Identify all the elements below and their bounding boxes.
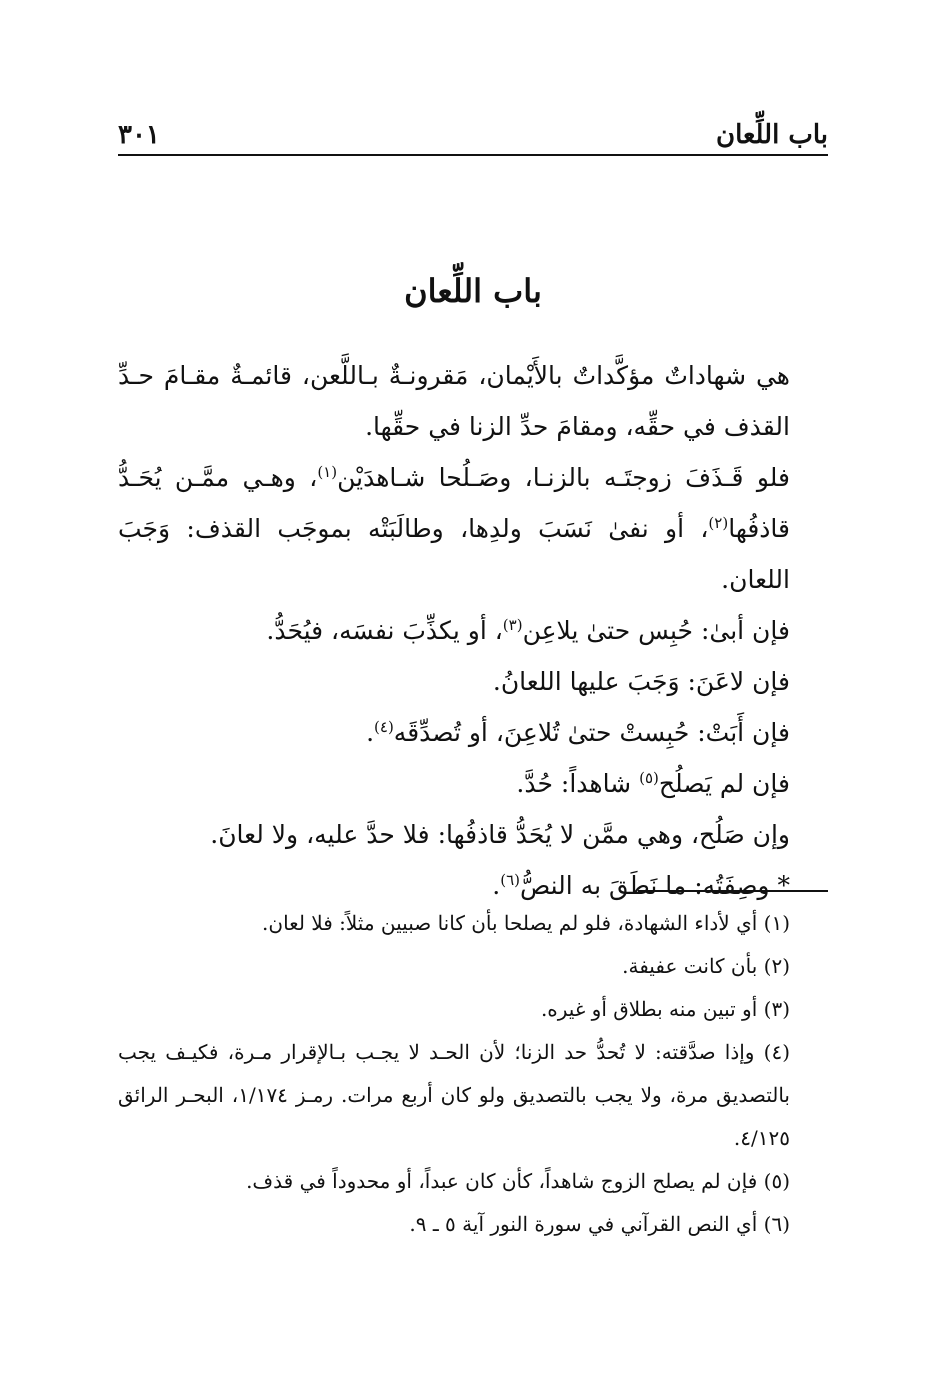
paragraph-not-witness xyxy=(118,758,828,809)
paragraph-text: . xyxy=(366,718,375,747)
paragraph-text: فإن لم يَصلُح xyxy=(658,769,790,798)
chapter-title: باب اللِّعان xyxy=(404,272,542,310)
paragraph-conditions xyxy=(118,452,828,605)
paragraph-text: ، أو نفىٰ نَسَبَ ولدِها، وطالَبَتْه بموجَب القذف: وَجَبَ اللعان. xyxy=(118,514,790,594)
footnote-4: (٤) وإذا صدَّقته: لا تُحدُّ حد الزنا؛ لأن الحـد لا يجـب بـالإقرار مـرة، فكيـف يجب بالتصديق مرة، ولا يجب بالتصديق ولو كان أربع مرات. رمـز ١/١٧٤، البحـر الرائق ٤/١٢٥. xyxy=(118,1040,790,1150)
footnote-2: (٢) بأن كانت عفيفة. xyxy=(622,954,790,978)
paragraph-text: شاهداً: حُدَّ. xyxy=(516,769,640,798)
paragraph-text: ، أو يكذِّبَ نفسَه، فيُحَدُّ. xyxy=(266,616,503,645)
main-text xyxy=(118,350,828,911)
paragraph-text: فإن أَبَتْ: حُبِستْ حتىٰ تُلاعِنَ، أو تُصدِّقَه xyxy=(393,718,790,747)
footnote-ref-1: (١) xyxy=(317,463,338,481)
footnote-5: (٥) فإن لم يصلح الزوج شاهداً، كأن كان عبداً، أو محدوداً في قذف. xyxy=(246,1169,790,1193)
paragraph-text: فإن أبىٰ: حُبِس حتىٰ يلاعِن xyxy=(522,616,790,645)
footnote-ref-5: (٥) xyxy=(639,769,659,787)
footnote-6: (٦) أي النص القرآني في سورة النور آية ٥ ـ ٩. xyxy=(409,1212,790,1236)
footnote-ref-3: (٣) xyxy=(502,616,523,634)
footnote-separator xyxy=(638,890,828,892)
header-chapter-title: باب اللِّعان xyxy=(716,120,828,150)
paragraph-text: فلو قَـذَفَ زوجتَـه بالزنـا، وصَـلُحا شـاهدَيْن xyxy=(337,463,790,492)
footnote-ref-4: (٤) xyxy=(374,718,394,736)
footnotes xyxy=(118,902,828,1246)
paragraph-text: . xyxy=(492,871,501,900)
paragraph-li'an: فإن لاعَنَ: وَجَبَ عليها اللعانُ. xyxy=(492,667,790,696)
footnote-ref-2: (٢) xyxy=(708,514,729,532)
paragraph-wife-refusal xyxy=(118,707,828,758)
footnote-3: (٣) أو تبين منه بطلاق أو غيره. xyxy=(540,997,790,1021)
footnote-ref-6: (٦) xyxy=(500,871,521,889)
paragraph-text: * وصِفَتُه: ما نَطَقَ به النصُّ xyxy=(520,871,790,900)
paragraph-refusal xyxy=(118,605,828,656)
running-header xyxy=(118,102,828,156)
footnote-1: (١) أي لأداء الشهادة، فلو لم يصلحا بأن كانا صبيين مثلاً: فلا لعان. xyxy=(262,911,790,935)
paragraph-no-hadd: وإن صَلُح، وهي ممَّن لا يُحَدُّ قاذفُها: فلا حدَّ عليه، ولا لعانَ. xyxy=(210,820,790,849)
page-number: ٣٠١ xyxy=(118,120,160,150)
paragraph-definition: هي شهاداتٌ مؤكَّداتٌ بالأَيْمان، مَقرونـةٌ بـاللَّعن، قائمـةٌ مقـامَ حـدِّ القذف في حقِّه، ومقامَ حدِّ الزنا في حقِّها. xyxy=(118,361,790,441)
paragraph-text: ، وهـي ممَّـن يُحَـدُّ قاذفُها xyxy=(118,463,790,543)
